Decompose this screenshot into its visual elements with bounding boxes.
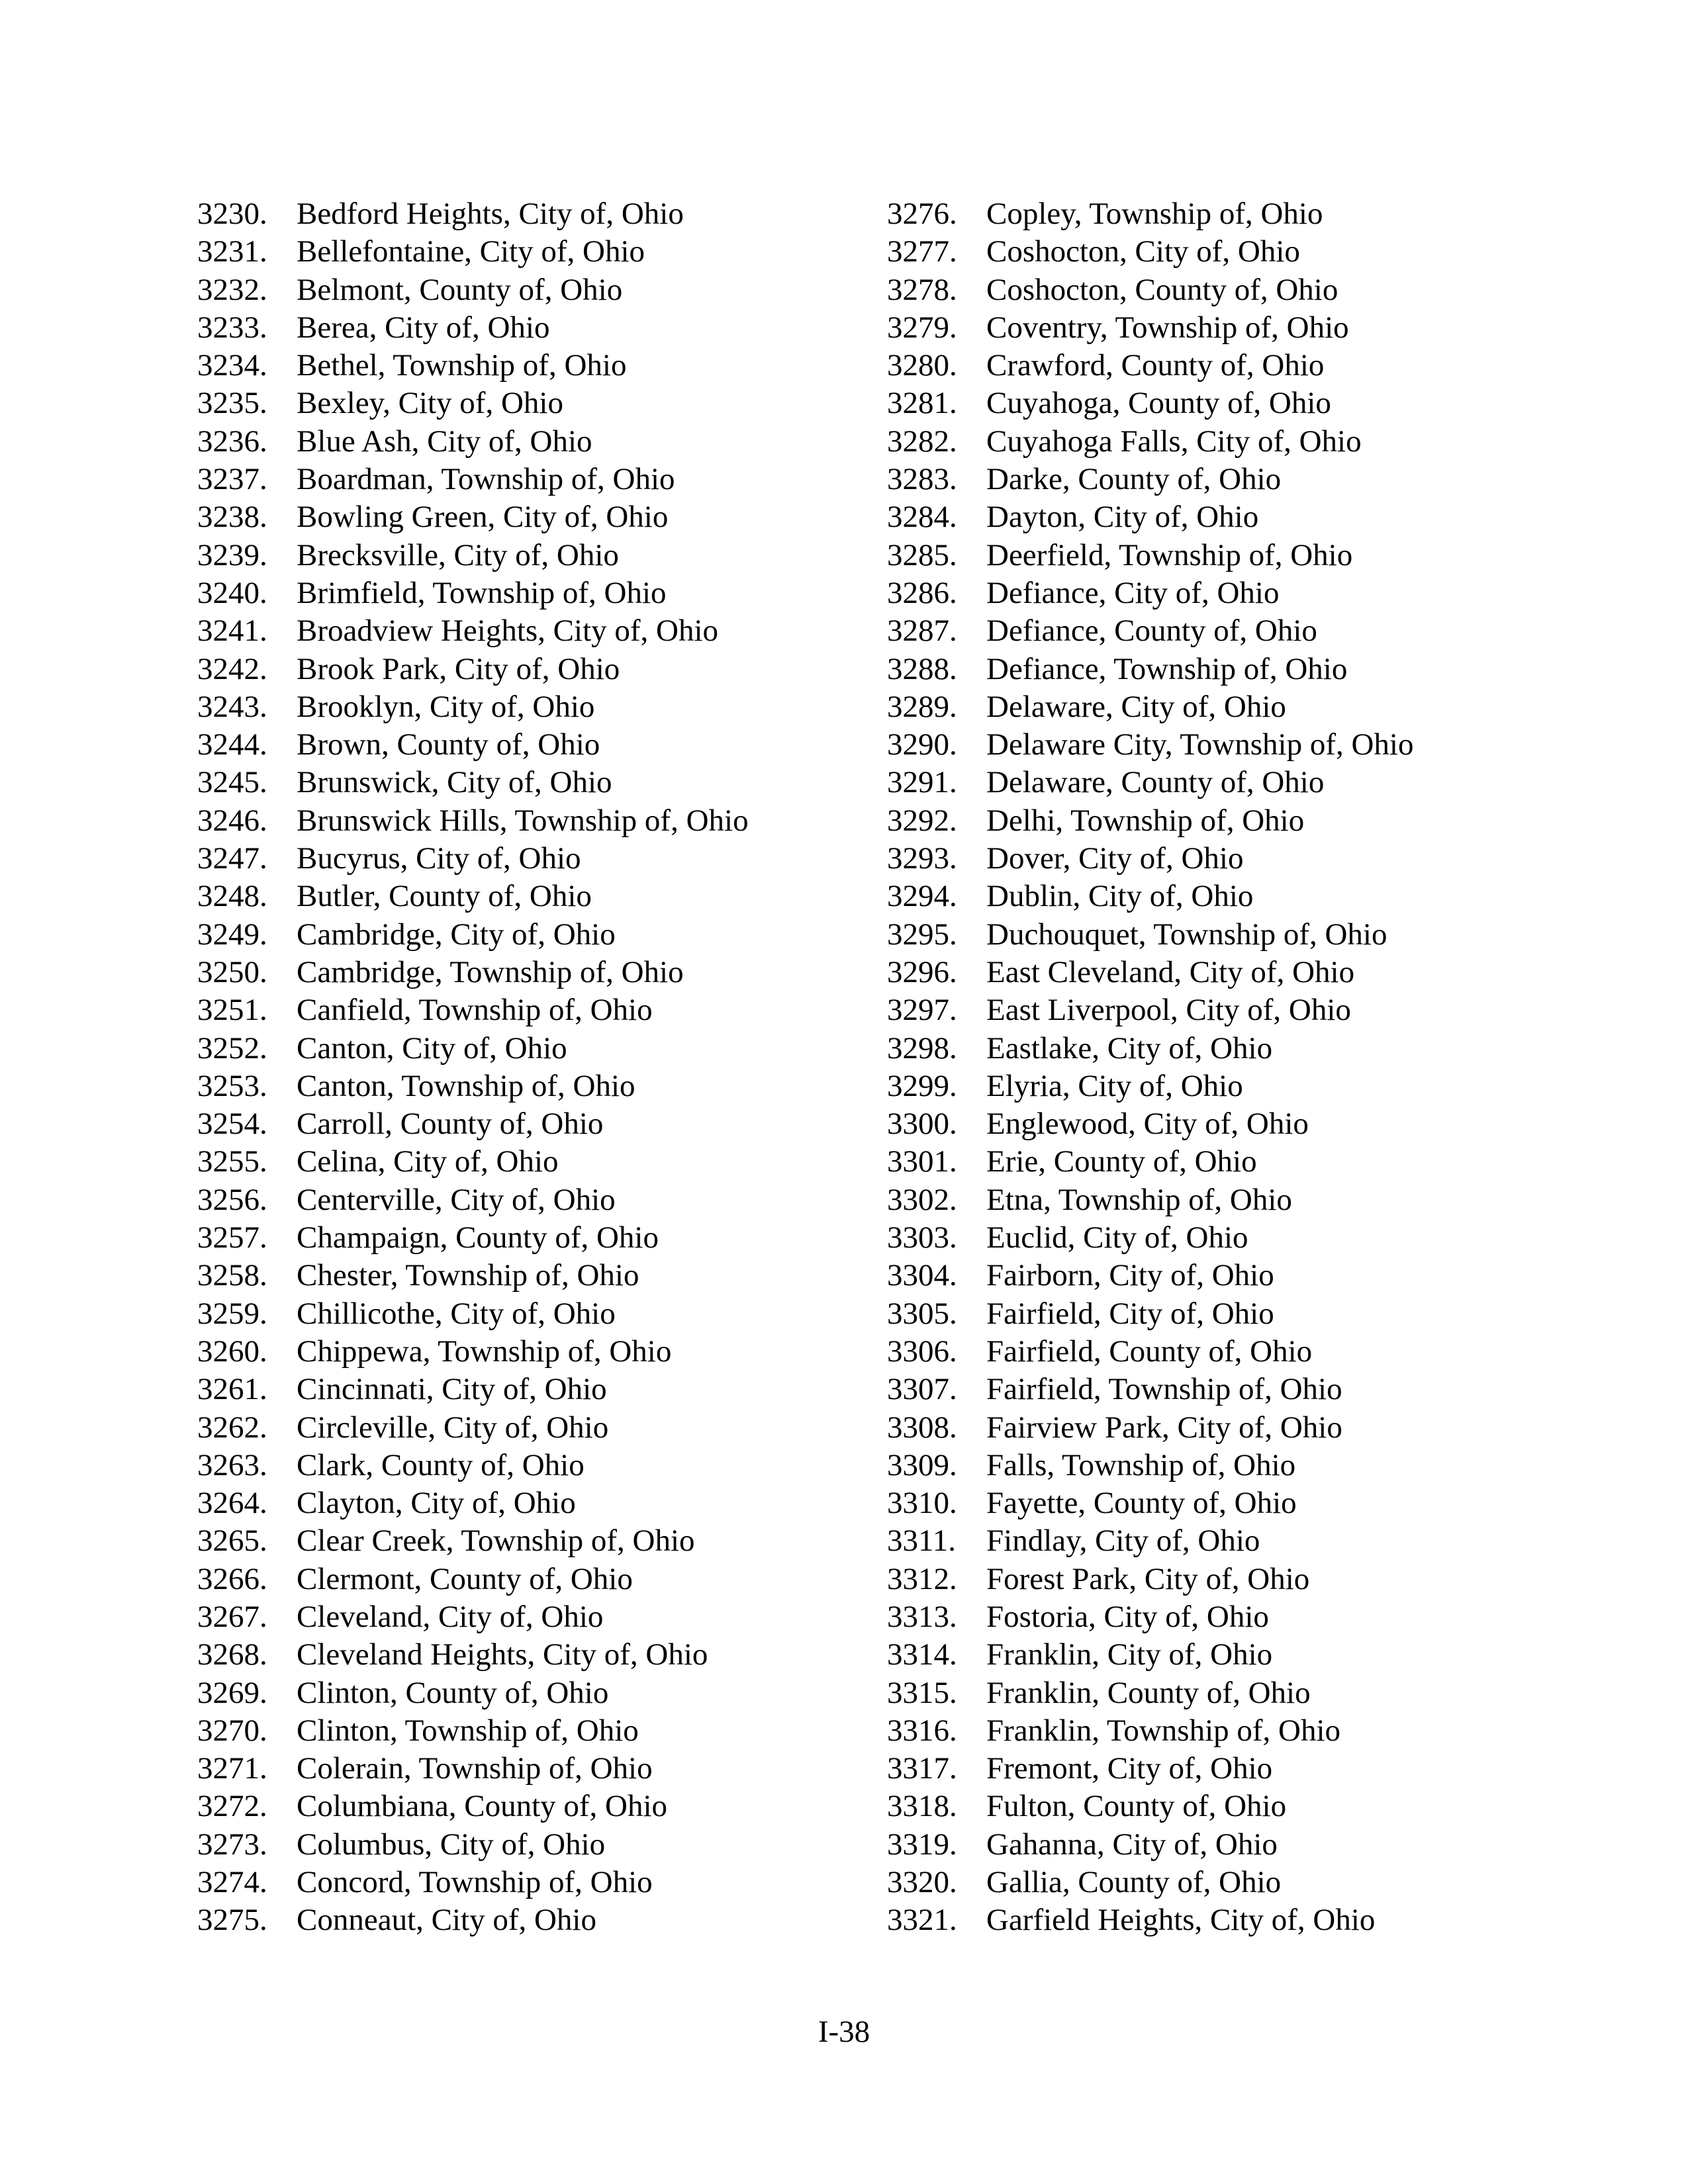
entry-number: 3258. (197, 1258, 267, 1293)
list-item (887, 1068, 1648, 1105)
list-item (197, 1105, 859, 1143)
list-item (197, 840, 859, 878)
list-item (197, 574, 859, 612)
entry-number: 3285. (887, 537, 957, 572)
entry-name: East Liverpool, City of, Ohio (986, 993, 1351, 1028)
entry-name: Circleville, City of, Ohio (297, 1410, 609, 1445)
entry-number: 3305. (887, 1296, 957, 1331)
entry-number: 3300. (887, 1107, 957, 1142)
entry-name: Delhi, Township of, Ohio (986, 803, 1305, 838)
list-item (887, 1447, 1648, 1484)
list-item (887, 1181, 1648, 1219)
entry-number: 3255. (197, 1144, 267, 1179)
list-item (197, 1447, 859, 1484)
list-item (197, 1901, 859, 1939)
entry-number: 3247. (197, 841, 267, 876)
entry-number: 3314. (887, 1637, 957, 1672)
list-item (197, 651, 859, 688)
list-item (887, 1522, 1648, 1560)
list-item (887, 1636, 1648, 1674)
entry-number: 3239. (197, 537, 267, 572)
entry-number: 3298. (887, 1030, 957, 1066)
list-item (887, 688, 1648, 726)
entry-number: 3254. (197, 1107, 267, 1142)
list-item (197, 1788, 859, 1825)
entry-number: 3307. (887, 1372, 957, 1407)
entry-number: 3245. (197, 765, 267, 800)
entry-name: Fairfield, Township of, Ohio (986, 1372, 1342, 1407)
entry-number: 3262. (197, 1410, 267, 1445)
list-item (197, 726, 859, 764)
list-item (887, 309, 1648, 347)
entry-name: Brunswick Hills, Township of, Ohio (297, 803, 749, 838)
entry-number: 3238. (197, 500, 267, 535)
entry-name: Bellefontaine, City of, Ohio (297, 234, 645, 269)
entry-name: Fairfield, City of, Ohio (986, 1296, 1274, 1331)
entry-name: Brook Park, City of, Ohio (297, 651, 620, 686)
entry-number: 3276. (887, 197, 957, 231)
list-item (887, 878, 1648, 915)
entry-name: Canfield, Township of, Ohio (297, 993, 653, 1028)
entry-name: Findlay, City of, Ohio (986, 1524, 1260, 1559)
list-item (887, 1030, 1648, 1068)
list-item (197, 1181, 859, 1219)
entry-number: 3292. (887, 803, 957, 838)
entry-name: Columbiana, County of, Ohio (297, 1789, 668, 1824)
entry-number: 3267. (197, 1599, 267, 1634)
entry-number: 3274. (197, 1865, 267, 1900)
list-item (887, 1826, 1648, 1864)
entry-number: 3261. (197, 1372, 267, 1407)
list-item (197, 1826, 859, 1864)
entry-name: Conneaut, City of, Ohio (297, 1903, 596, 1938)
entry-number: 3308. (887, 1410, 957, 1445)
entry-number: 3315. (887, 1675, 957, 1710)
entry-name: Fulton, County of, Ohio (986, 1789, 1287, 1824)
entry-number: 3257. (197, 1220, 267, 1255)
list-item (197, 1750, 859, 1788)
list-item (197, 233, 859, 271)
entry-number: 3270. (197, 1713, 267, 1748)
list-item (197, 764, 859, 801)
list-item (197, 916, 859, 954)
right-column (887, 195, 1648, 1940)
list-item (197, 537, 859, 574)
entry-number: 3318. (887, 1789, 957, 1824)
entry-name: Columbus, City of, Ohio (297, 1827, 606, 1862)
list-item (887, 1257, 1648, 1295)
list-item (197, 423, 859, 461)
entry-name: Berea, City of, Ohio (297, 310, 550, 345)
entry-number: 3283. (887, 462, 957, 497)
entry-number: 3286. (887, 575, 957, 610)
entry-number: 3291. (887, 765, 957, 800)
entry-number: 3317. (887, 1751, 957, 1786)
list-item (887, 1295, 1648, 1333)
entry-number: 3302. (887, 1182, 957, 1217)
list-item (887, 1598, 1648, 1636)
entry-name: Canton, Township of, Ohio (297, 1068, 635, 1103)
list-item (197, 498, 859, 536)
entry-name: Clinton, Township of, Ohio (297, 1713, 639, 1748)
entry-number: 3281. (887, 386, 957, 421)
list-item (197, 195, 859, 233)
entry-name: Defiance, City of, Ohio (986, 575, 1280, 610)
list-item (887, 991, 1648, 1029)
entry-name: Dublin, City of, Ohio (986, 879, 1254, 914)
entry-name: Dover, City of, Ohio (986, 841, 1244, 876)
entry-name: Fairfield, County of, Ohio (986, 1334, 1313, 1369)
entry-name: Franklin, County of, Ohio (986, 1675, 1311, 1710)
entry-name: Concord, Township of, Ohio (297, 1865, 653, 1900)
list-item (887, 498, 1648, 536)
list-item (887, 1901, 1648, 1939)
entry-number: 3237. (197, 462, 267, 497)
entry-number: 3250. (197, 954, 267, 989)
list-item (887, 1750, 1648, 1788)
entry-number: 3249. (197, 917, 267, 952)
entry-name: Bedford Heights, City of, Ohio (297, 197, 684, 231)
list-item (887, 1674, 1648, 1712)
entry-number: 3287. (887, 614, 957, 649)
list-item (887, 461, 1648, 498)
entry-number: 3301. (887, 1144, 957, 1179)
entry-name: Centerville, City of, Ohio (297, 1182, 616, 1217)
list-item (887, 1105, 1648, 1143)
list-item (197, 802, 859, 840)
entry-name: Cleveland Heights, City of, Ohio (297, 1637, 708, 1672)
entry-number: 3289. (887, 689, 957, 724)
list-item (887, 1219, 1648, 1257)
entry-name: Colerain, Township of, Ohio (297, 1751, 653, 1786)
entry-number: 3271. (197, 1751, 267, 1786)
entry-name: Bethel, Township of, Ohio (297, 348, 627, 383)
list-item (197, 461, 859, 498)
entry-number: 3243. (197, 689, 267, 724)
entry-name: Bexley, City of, Ohio (297, 386, 563, 421)
entry-name: Boardman, Township of, Ohio (297, 462, 675, 497)
list-item (887, 347, 1648, 385)
entry-number: 3277. (887, 234, 957, 269)
entry-name: Cincinnati, City of, Ohio (297, 1372, 607, 1407)
entry-name: Gallia, County of, Ohio (986, 1865, 1282, 1900)
page-number: I-38 (818, 2015, 870, 2049)
entry-name: Cambridge, City of, Ohio (297, 917, 616, 952)
entry-name: Clermont, County of, Ohio (297, 1561, 633, 1596)
entry-number: 3240. (197, 575, 267, 610)
entry-name: Forest Park, City of, Ohio (986, 1561, 1310, 1596)
entry-name: Defiance, Township of, Ohio (986, 651, 1348, 686)
entry-name: Brunswick, City of, Ohio (297, 765, 612, 800)
entry-number: 3290. (887, 727, 957, 762)
entry-number: 3310. (887, 1486, 957, 1521)
entry-number: 3266. (197, 1561, 267, 1596)
entry-number: 3234. (197, 348, 267, 383)
list-item (197, 1030, 859, 1068)
list-item (887, 1864, 1648, 1901)
list-item (887, 1712, 1648, 1750)
list-item (197, 385, 859, 422)
list-item (887, 651, 1648, 688)
entry-number: 3313. (887, 1599, 957, 1634)
entry-number: 3265. (197, 1524, 267, 1559)
list-item (197, 309, 859, 347)
entry-number: 3299. (887, 1068, 957, 1103)
list-item (887, 1333, 1648, 1371)
list-item (197, 612, 859, 650)
entry-name: Fayette, County of, Ohio (986, 1486, 1297, 1521)
list-item (887, 537, 1648, 574)
list-item (887, 764, 1648, 801)
entry-name: Clayton, City of, Ohio (297, 1486, 576, 1521)
list-item (197, 1219, 859, 1257)
entry-name: Crawford, County of, Ohio (986, 348, 1325, 383)
entry-name: Belmont, County of, Ohio (297, 272, 623, 307)
left-column (197, 195, 859, 1940)
list-item (887, 1561, 1648, 1598)
list-item (197, 688, 859, 726)
entry-name: Clinton, County of, Ohio (297, 1675, 609, 1710)
entry-number: 3256. (197, 1182, 267, 1217)
entry-name: Franklin, Township of, Ohio (986, 1713, 1341, 1748)
list-item (197, 1712, 859, 1750)
entry-name: Canton, City of, Ohio (297, 1030, 567, 1066)
entry-name: Etna, Township of, Ohio (986, 1182, 1292, 1217)
entry-name: East Cleveland, City of, Ohio (986, 954, 1355, 989)
list-item (887, 1788, 1648, 1825)
entry-name: Coshocton, City of, Ohio (986, 234, 1300, 269)
entry-name: Cambridge, Township of, Ohio (297, 954, 684, 989)
entry-number: 3288. (887, 651, 957, 686)
entry-number: 3242. (197, 651, 267, 686)
entry-number: 3293. (887, 841, 957, 876)
list-item (887, 1371, 1648, 1408)
list-item (197, 1371, 859, 1408)
list-item (887, 574, 1648, 612)
list-item (887, 385, 1648, 422)
entry-name: Delaware, County of, Ohio (986, 765, 1325, 800)
entry-name: Delaware City, Township of, Ohio (986, 727, 1414, 762)
entry-name: Bowling Green, City of, Ohio (297, 500, 669, 535)
entry-number: 3251. (197, 993, 267, 1028)
entry-name: Copley, Township of, Ohio (986, 197, 1323, 231)
entry-number: 3252. (197, 1030, 267, 1066)
entry-name: Brecksville, City of, Ohio (297, 537, 619, 572)
list-item (197, 1674, 859, 1712)
entry-number: 3309. (887, 1447, 957, 1482)
entry-number: 3278. (887, 272, 957, 307)
list-item (197, 991, 859, 1029)
entry-number: 3263. (197, 1447, 267, 1482)
entry-number: 3235. (197, 386, 267, 421)
entry-number: 3297. (887, 993, 957, 1028)
entry-name: Darke, County of, Ohio (986, 462, 1282, 497)
entry-number: 3241. (197, 614, 267, 649)
entry-name: Bucyrus, City of, Ohio (297, 841, 581, 876)
entry-name: Clark, County of, Ohio (297, 1447, 585, 1482)
entry-number: 3312. (887, 1561, 957, 1596)
entry-name: Coventry, Township of, Ohio (986, 310, 1349, 345)
entry-number: 3268. (197, 1637, 267, 1672)
entry-name: Elyria, City of, Ohio (986, 1068, 1243, 1103)
entry-number: 3231. (197, 234, 267, 269)
entry-number: 3306. (887, 1334, 957, 1369)
list-item (887, 233, 1648, 271)
list-item (197, 1295, 859, 1333)
entry-name: Dayton, City of, Ohio (986, 500, 1259, 535)
list-item (887, 423, 1648, 461)
list-item (887, 802, 1648, 840)
entry-name: Chester, Township of, Ohio (297, 1258, 639, 1293)
entry-number: 3230. (197, 197, 267, 231)
entry-number: 3304. (887, 1258, 957, 1293)
list-item (197, 1333, 859, 1371)
entry-name: Franklin, City of, Ohio (986, 1637, 1273, 1672)
entry-number: 3279. (887, 310, 957, 345)
entry-number: 3316. (887, 1713, 957, 1748)
list-item (887, 726, 1648, 764)
entry-name: Defiance, County of, Ohio (986, 614, 1317, 649)
entry-number: 3248. (197, 879, 267, 914)
entry-name: Garfield Heights, City of, Ohio (986, 1903, 1376, 1938)
entry-name: Englewood, City of, Ohio (986, 1107, 1309, 1142)
entry-name: Gahanna, City of, Ohio (986, 1827, 1278, 1862)
list-item (197, 1484, 859, 1522)
list-item (887, 271, 1648, 309)
list-item (197, 271, 859, 309)
entry-number: 3320. (887, 1865, 957, 1900)
list-item (887, 1409, 1648, 1447)
entry-name: Fairview Park, City of, Ohio (986, 1410, 1342, 1445)
entry-number: 3246. (197, 803, 267, 838)
entry-number: 3253. (197, 1068, 267, 1103)
entry-name: Euclid, City of, Ohio (986, 1220, 1248, 1255)
entry-name: Coshocton, County of, Ohio (986, 272, 1338, 307)
entry-name: Broadview Heights, City of, Ohio (297, 614, 719, 649)
entry-name: Fostoria, City of, Ohio (986, 1599, 1269, 1634)
list-item (887, 195, 1648, 233)
entry-name: Falls, Township of, Ohio (986, 1447, 1296, 1482)
entry-name: Champaign, County of, Ohio (297, 1220, 659, 1255)
list-item (197, 1143, 859, 1181)
entry-number: 3259. (197, 1296, 267, 1331)
list-item (197, 878, 859, 915)
entry-name: Celina, City of, Ohio (297, 1144, 559, 1179)
list-item (197, 954, 859, 991)
entry-name: Deerfield, Township of, Ohio (986, 537, 1353, 572)
list-item (197, 1636, 859, 1674)
entry-number: 3311. (887, 1524, 957, 1559)
entry-name: Fremont, City of, Ohio (986, 1751, 1273, 1786)
list-item (197, 1522, 859, 1560)
list-item (197, 1068, 859, 1105)
entry-number: 3321. (887, 1903, 957, 1938)
list-item (197, 1598, 859, 1636)
entry-number: 3319. (887, 1827, 957, 1862)
entry-number: 3244. (197, 727, 267, 762)
entry-number: 3282. (887, 424, 957, 459)
entry-number: 3303. (887, 1220, 957, 1255)
entry-number: 3294. (887, 879, 957, 914)
entry-name: Delaware, City of, Ohio (986, 689, 1286, 724)
entry-number: 3273. (197, 1827, 267, 1862)
entry-name: Chillicothe, City of, Ohio (297, 1296, 616, 1331)
entry-name: Cuyahoga Falls, City of, Ohio (986, 424, 1362, 459)
list-item (887, 916, 1648, 954)
list-item (197, 1561, 859, 1598)
entry-number: 3272. (197, 1789, 267, 1824)
entry-number: 3295. (887, 917, 957, 952)
entry-number: 3284. (887, 500, 957, 535)
entry-name: Butler, County of, Ohio (297, 879, 592, 914)
entry-name: Fairborn, City of, Ohio (986, 1258, 1274, 1293)
entry-name: Erie, County of, Ohio (986, 1144, 1257, 1179)
list-item (887, 840, 1648, 878)
list-item (197, 1864, 859, 1901)
entry-number: 3233. (197, 310, 267, 345)
entry-name: Blue Ash, City of, Ohio (297, 424, 592, 459)
entry-name: Cuyahoga, County of, Ohio (986, 386, 1331, 421)
entry-name: Cleveland, City of, Ohio (297, 1599, 604, 1634)
list-item (887, 1143, 1648, 1181)
entry-number: 3296. (887, 954, 957, 989)
entry-name: Brimfield, Township of, Ohio (297, 575, 667, 610)
list-item (197, 347, 859, 385)
entry-name: Chippewa, Township of, Ohio (297, 1334, 672, 1369)
entry-name: Clear Creek, Township of, Ohio (297, 1524, 695, 1559)
list-item (887, 612, 1648, 650)
entry-name: Carroll, County of, Ohio (297, 1107, 604, 1142)
entry-number: 3269. (197, 1675, 267, 1710)
list-item (887, 1484, 1648, 1522)
entry-number: 3280. (887, 348, 957, 383)
entry-name: Brown, County of, Ohio (297, 727, 600, 762)
entry-number: 3236. (197, 424, 267, 459)
entry-name: Eastlake, City of, Ohio (986, 1030, 1273, 1066)
entry-number: 3232. (197, 272, 267, 307)
entry-number: 3275. (197, 1903, 267, 1938)
entry-number: 3260. (197, 1334, 267, 1369)
list-item (197, 1257, 859, 1295)
list-item (887, 954, 1648, 991)
entry-name: Brooklyn, City of, Ohio (297, 689, 595, 724)
entry-number: 3264. (197, 1486, 267, 1521)
entry-name: Duchouquet, Township of, Ohio (986, 917, 1387, 952)
list-item (197, 1409, 859, 1447)
